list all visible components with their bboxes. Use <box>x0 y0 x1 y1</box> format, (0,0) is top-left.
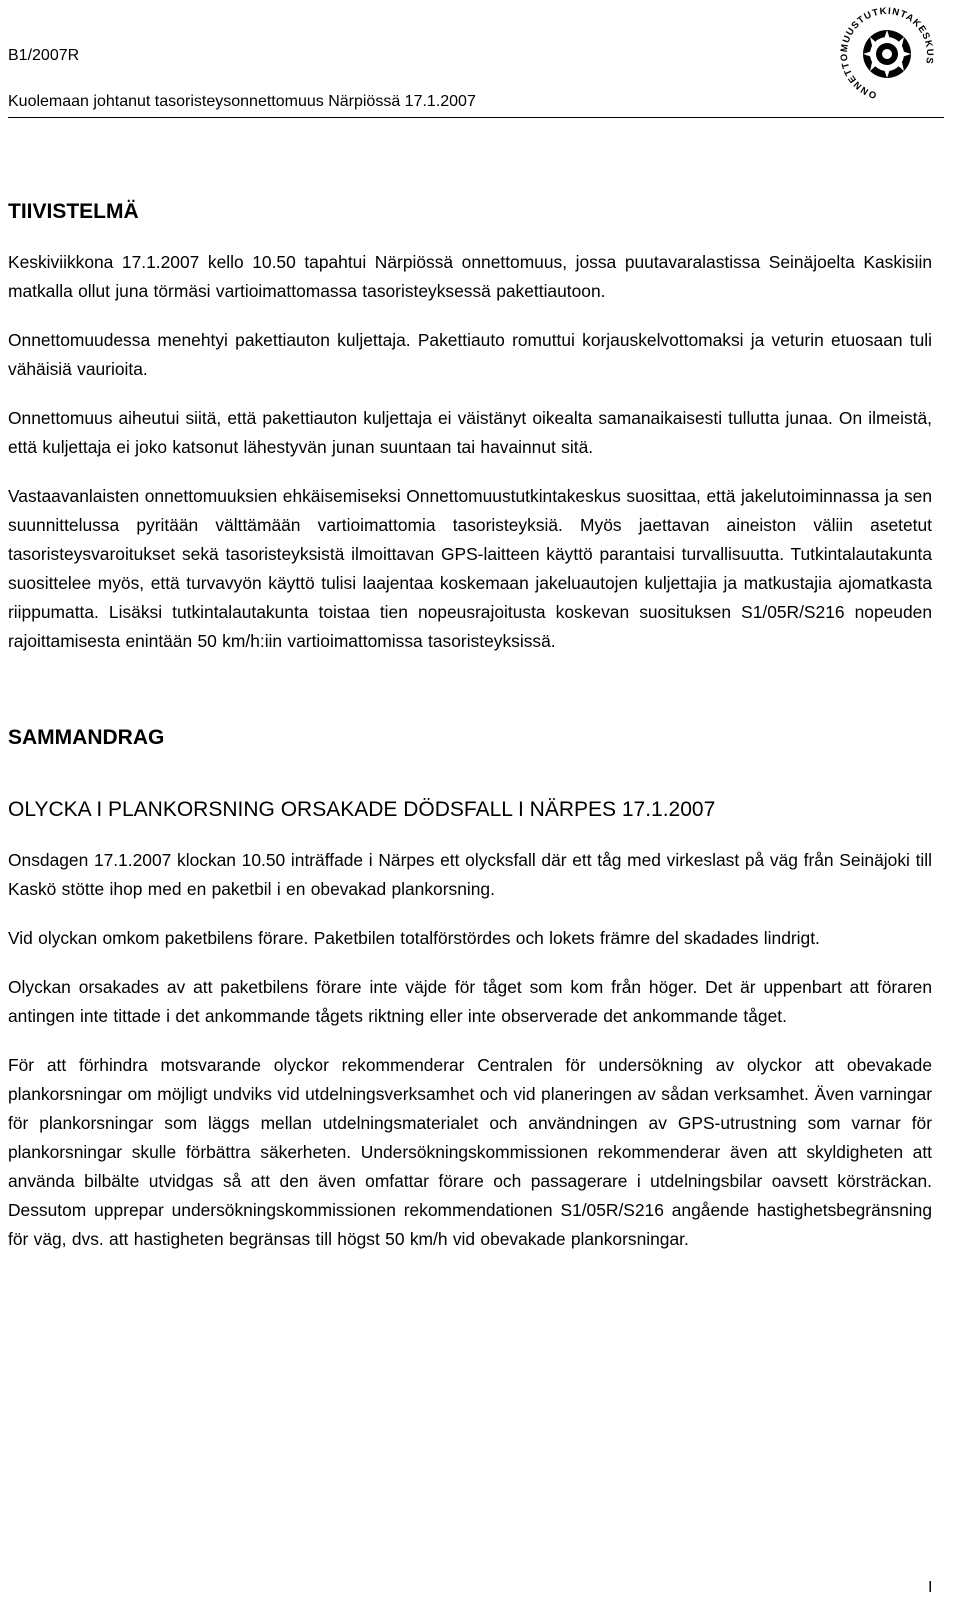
swedish-subtitle: OLYCKA I PLANKORSNING ORSAKADE DÖDSFALL I NÄRPES 17.1.2007 <box>8 798 716 821</box>
finnish-paragraph: Onnettomuudessa menehtyi pakettiauton kuljettaja. Pakettiauto romuttui korjauskelvottomaksi ja veturin etuosaan tuli vähäisiä vaurioita. <box>8 330 932 379</box>
document-body <box>8 198 932 1254</box>
logo-ring-text: ONNETTOMUUSTUTKINTAKESKUS <box>838 5 936 101</box>
report-code: B1/2007R <box>8 47 80 64</box>
finnish-paragraph: Keskiviikkona 17.1.2007 kello 10.50 tapahtui Närpiössä onnettomuus, jossa puutavaralastissa Seinäjoelta Kaskisiin matkalla ollut juna törmäsi vartioimattomassa tasoristeyksessä pakettiautoon. <box>8 252 932 301</box>
finnish-paragraph: Onnettomuus aiheutui siitä, että pakettiauton kuljettaja ei väistänyt oikealta samanaikaisesti tullutta junaa. On ilmeistä, että kuljettaja ei joko katsonut lähestyvän junan suuntaan tai havainnut sitä. <box>8 408 932 457</box>
agency-logo <box>828 2 946 106</box>
swedish-paragraph: Olyckan orsakades av att paketbilens förare inte väjde för tåget som kom från höger. Det är uppenbart att föraren antingen inte tittade i det ankommande tågets riktning eller inte observerade det ankommande tåget. <box>8 977 932 1026</box>
report-title: Kuolemaan johtanut tasoristeysonnettomuus Närpiössä 17.1.2007 <box>8 93 476 110</box>
swedish-summary-heading: SAMMANDRAG <box>8 726 165 749</box>
swedish-paragraph: Onsdagen 17.1.2007 klockan 10.50 inträffade i Närpes ett olycksfall där ett tåg med virkeslast på väg från Seinäjoki till Kaskö stötte ihop med en paketbil i en obevakad plankorsning. <box>8 850 932 899</box>
finnish-paragraph: Vastaavanlaisten onnettomuuksien ehkäisemiseksi Onnettomuustutkintakeskus suosittaa, että jakelutoiminnassa ja sen suunnittelussa pyritään välttämään vartioimattomia tasoristeyksiä. Myös jaettavan aineiston väliin asetetut tasoristeysvaroitukset sekä tasoristeyksistä ilmoittavan GPS-laitteen käyttö parantaisi turvallisuutta. Tutkintalautakunta suosittelee myös, että turvavyön käyttö tulisi laajentaa koskemaan jakeluautojen kuljettajia ja matkustajia ajomatkasta riippumatta. Lisäksi tutkintalautakunta toistaa tien nopeusrajoitusta koskevan suosituksen S1/05R/S216 nopeuden rajoittamisesta enintään 50 km/h:iin vartioimattomissa tasoristeyksissä. <box>8 486 932 651</box>
header-divider <box>8 117 944 118</box>
page-number: I <box>928 1579 933 1596</box>
swedish-paragraph: För att förhindra motsvarande olyckor rekommenderar Centralen för undersökning av olyckor att obevakade plankorsningar om möjligt undviks vid utdelningsverksamhet och vid planeringen av sådan verksamhet. Även varningar för plankorsningar som läggs mellan utdelningsmaterialet och användningen av GPS-utrustning som varnar för plankorsningar skulle förbättra säkerheten. Undersökningskommissionen rekommenderar även att skyldigheten att använda bilbälte utvidgas så att den även omfattar förare och passagerare i utdelningsbilar oavsett körsträckan. Dessutom upprepar undersökningskommissionen rekommendationen S1/05R/S216 angående hastighetsbegränsning för väg, dvs. att hastigheten begränsas till högst 50 km/h vid obevakade plankorsningar. <box>8 1055 932 1249</box>
logo-emblem-icon <box>863 30 911 78</box>
swedish-paragraph: Vid olyckan omkom paketbilens förare. Paketbilen totalförstördes och lokets främre del skadades lindrigt. <box>8 928 820 948</box>
finnish-summary-heading: TIIVISTELMÄ <box>8 200 139 223</box>
